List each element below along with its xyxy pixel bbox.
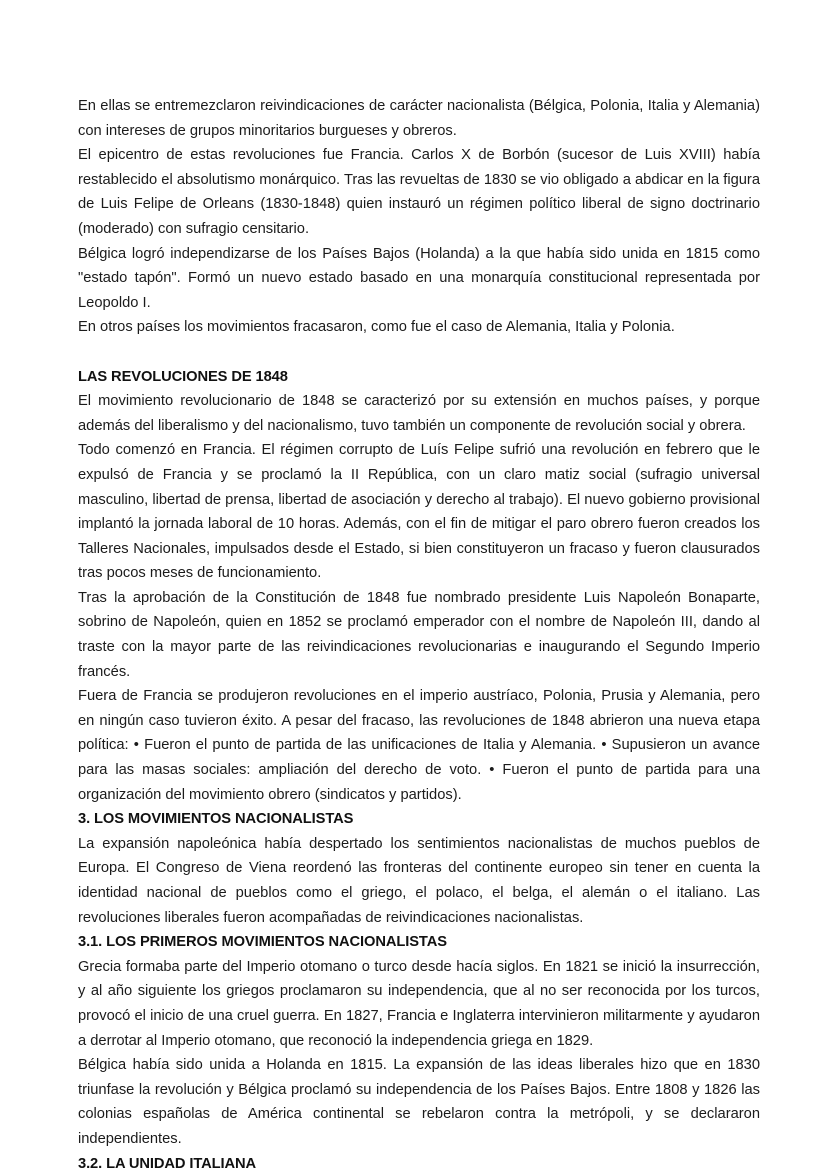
paragraph-todo-comenzo-en-francia: Todo comenzó en Francia. El régimen corrupto de Luís Felipe sufrió una revolución en febrero que le expulsó de Francia y se proclamó la II República, con un claro matiz social (sufragio universal masculino, libertad de prensa, libertad de asociación y derecho al trabajo). El nuevo gobierno provisional implantó la jornada laboral de 10 horas. Además, con el fin de mitigar el paro obrero fueron creados los Talleres Nacionales, impulsados desde el Estado, si bien constituyeron un fracaso y fueron clausurados tras pocos meses de funcionamiento. [78, 442, 760, 582]
paragraph-expansion-napoleonica: La expansión napoleónica había despertado los sentimientos nacionalistas de muchos pueblos de Europa. El Congreso de Viena reordenó las fronteras del continente europeo sin tener en cuenta la identidad nacional de pueblos como el griego, el polaco, el belga, el alemán o el italiano. Las revoluciones liberales fueron acompañadas de reivindicaciones nacionalistas. [78, 835, 760, 926]
heading-3-2-la-unidad-italiana: 3.2. LA UNIDAD ITALIANA [78, 1155, 257, 1169]
paragraph-movimiento-revolucionario-1848: El movimiento revolucionario de 1848 se caracterizó por su extensión en muchos países, y porque además del liberalismo y del nacionalismo, tuvo también un componente de revolución social y obrera. [78, 393, 760, 434]
heading-las-revoluciones-de-1848: LAS REVOLUCIONES DE 1848 [78, 368, 288, 385]
paragraph-epicentro-francia: El epicentro de estas revoluciones fue Francia. Carlos X de Borbón (sucesor de Luis XVIII) había restablecido el absolutismo monárquico. Tras las revueltas de 1830 se vio obligado a abdicar en la figura de Luis Felipe de Orleans (1830-1848) quien instauró un régimen político liberal de signo doctrinario (moderado) con sufragio censitario. [78, 147, 760, 237]
heading-3-1-los-primeros-movimientos-nacionalistas: 3.1. LOS PRIMEROS MOVIMIENTOS NACIONALISTAS [78, 934, 447, 951]
heading-3-los-movimientos-nacionalistas: 3. LOS MOVIMIENTOS NACIONALISTAS [78, 811, 354, 828]
document-text-column [78, 94, 760, 1169]
paragraph-belgica-independencia: Bélgica logró independizarse de los Países Bajos (Holanda) a la que había sido unida en 1815 como "estado tapón". Formó un nuevo estado basado en una monarquía constitucional representada por Leopoldo I. [78, 245, 760, 311]
paragraph-revoluciones-caracter-nacionalista: En ellas se entremezclaron reivindicaciones de carácter nacionalista (Bélgica, Polonia, Italia y Alemania) con intereses de grupos minoritarios burgueses y obreros. [78, 98, 760, 139]
paragraph-belgica-holanda-1815: Bélgica había sido unida a Holanda en 1815. La expansión de las ideas liberales hizo que en 1830 triunfase la revolución y Bélgica proclamó su independencia de los Países Bajos. Entre 1808 y 1826 las colonias españolas de América continental se rebelaron contra la metrópoli, y se declararon independientes. [78, 1057, 760, 1147]
paragraph-otros-paises-fracasaron: En otros países los movimientos fracasaron, como fue el caso de Alemania, Italia y Polonia. [78, 319, 675, 336]
paragraph-grecia-imperio-otomano: Grecia formaba parte del Imperio otomano o turco desde hacía siglos. En 1821 se inició la insurrección, y al año siguiente los griegos proclamaron su independencia, que al no ser reconocida por los turcos, provocó el inicio de una cruel guerra. En 1827, Francia e Inglaterra intervinieron militarmente y ayudaron a derrotar al Imperio otomano, que reconoció la independencia griega en 1829. [78, 958, 760, 1049]
paragraph-constitucion-1848-napoleon: Tras la aprobación de la Constitución de 1848 fue nombrado presidente Luis Napoleón Bonaparte, sobrino de Napoleón, quien en 1852 se proclamó emperador con el nombre de Napoleón III, dando al traste con la mayor parte de las reivindicaciones revolucionarias e inaugurando el Segundo Imperio francés. [78, 589, 760, 680]
paragraph-fuera-de-francia-revoluciones: Fuera de Francia se produjeron revoluciones en el imperio austríaco, Polonia, Prusia y Alemania, pero en ningún caso tuvieron éxito. A pesar del fracaso, las revoluciones de 1848 abrieron una nueva etapa política: • Fueron el punto de partida de las unificaciones de Italia y Alemania. • Supusieron un avance para las masas sociales: ampliación del derecho de voto. • Fueron el punto de partida para una organización del movimiento obrero (sindicatos y partidos). [78, 688, 760, 803]
blank-line-before-revoluciones-1848 [78, 340, 760, 365]
